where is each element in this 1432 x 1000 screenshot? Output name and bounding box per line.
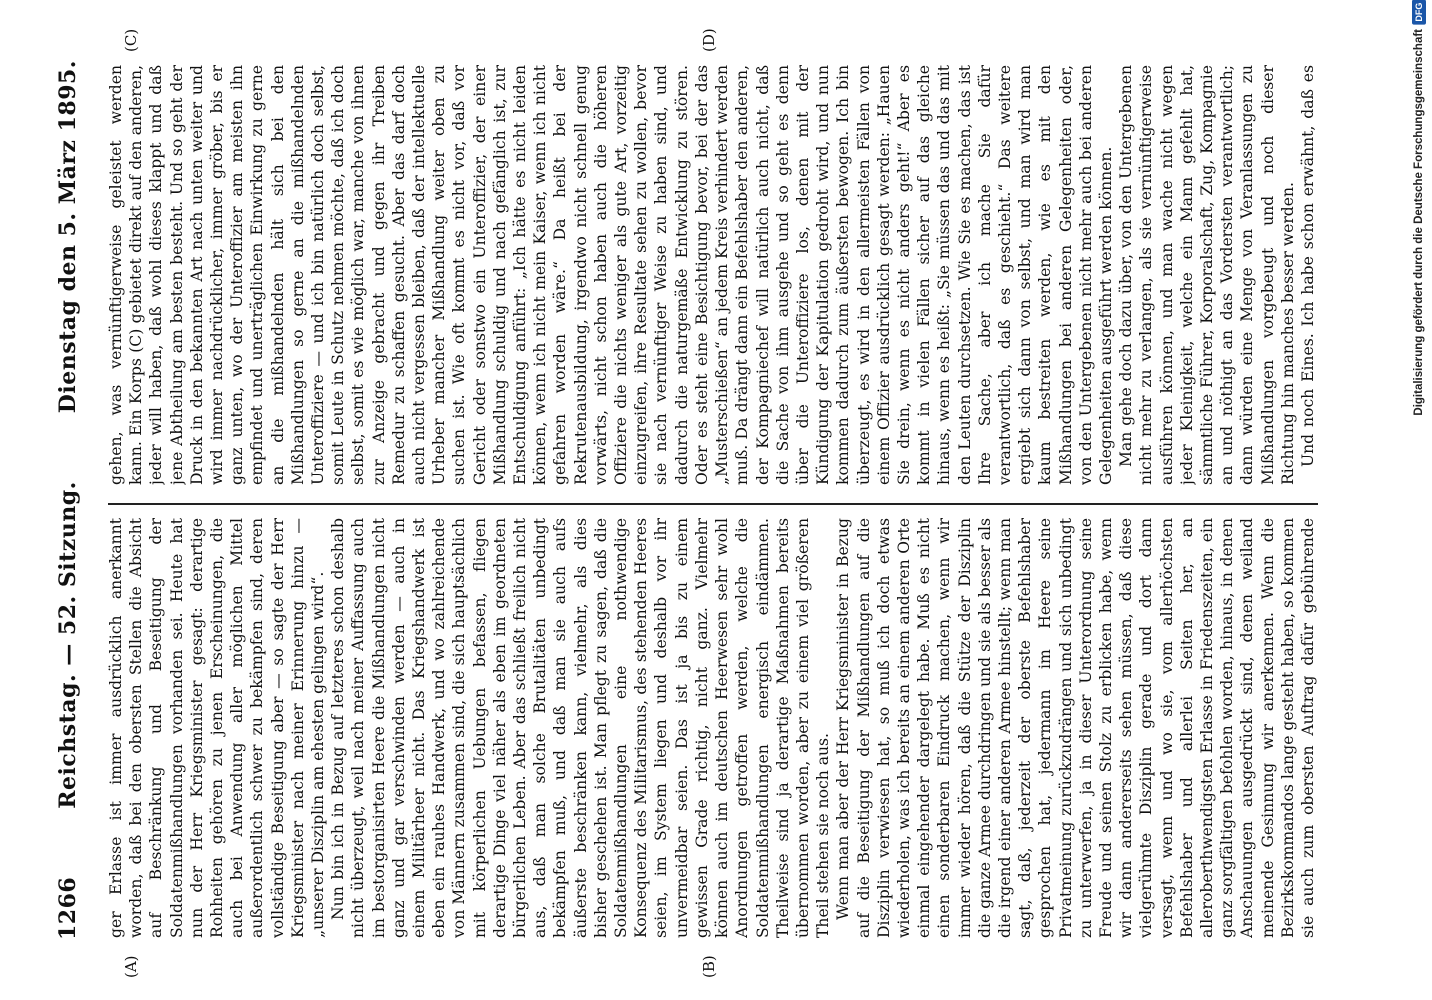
dfg-note-text: Digitalisierung gefördert durch die Deutsche Forschungsgemeinschaft — [1413, 29, 1425, 416]
paragraph: ger Erlasse ist immer ausdrücklich anerkannt worden, daß bei den obersten Stellen die Absicht auf Beschränkung und Beseitigung der Soldatenmißhandlungen vorhanden sei. Heute hat nun der Herr Kriegsminister gesagt: derartige Rohheiten gehören zu jenen Erscheinungen, die auch bei Anwendung aller möglichen Mittel außerordentlich schwer zu bekämpfen sind, deren vollständige Beseitigung aber — so sagte der Herr Kriegsminister nach meiner Erinnerung hinzu — „unserer Disziplin am ehesten gelingen wird“. — [107, 518, 328, 938]
paragraph: Nun bin ich in Bezug auf letzteres schon deshalb nicht überzeugt, weil nach meiner Auffassung auch im bestorganisirten Heere die Mißhandlungen nicht ganz und gar verschwinden werden — auch in einem Militärheer nicht. Das Kriegshandwerk ist eben ein rauhes Handwerk, und wo zahlreichende von Männern zusammen sind, die sich hauptsächlich mit körperlichen Uebungen befassen, fliegen derartige Dinge viel näher als eben im geordneten bürgerlichen Leben. Aber das schließt freilich nicht aus, daß man solche Brutalitäten unbedingt bekämpfen muß, und daß man sie auch aufs äußerste beschränken kann, vielmehr, als dies bisher geschehen ist. Man pflegt zu sagen, daß die Soldatenmißhandlungen eine nothwendige Konsequenz des Militarismus, des stehenden Heeres seien, im System liegen und deshalb vor ihr unvermeidbar seien. Das ist ja bis zu einem gewissen Grade richtig, nicht ganz. Vielmehr können auch im deutschen Heerwesen sehr wohl Anordnungen getroffen werden, welche die Soldatenmißhandlungen energisch eindämmen. Theilweise sind ja derartige Maßnahmen bereits übernommen worden, aber zu einem viel größeren Theil stehen sie noch aus. — [329, 518, 833, 938]
session-date: Dienstag den 5. März 1895. — [55, 60, 81, 414]
left-column — [106, 518, 1321, 938]
dfg-logo-icon: DFG — [1412, 0, 1426, 25]
paragraph: gehen, was vernünftigerweise geleistet werden kann. Ein Korps (C) gebietet direkt auf den anderen, jeder will haben, daß wohl dieses klappt und daß jene Abtheilung am besten besteht. Und so geht der Druck in den bekannten Art nach unten weiter und wird immer nachdrücklicher, immer gröber, bis er ganz unten, wo der Unteroffizier am meisten ihn empfindet und unerträglichen Einwirkung zu gerne an die mißhandelnden hält sich bei den Mißhandlungen so gerne an die mißhandelnden Unteroffiziere — und ich bin natürlich doch selbst, somit Leute in Schutz nehmen möchte, daß ich doch selbst, somit es wie möglich war, manche von ihnen zur Anzeige gebracht und gegen ihr Treiben Remedur zu schaffen gesucht. Aber das darf doch auch nicht vergessen bleiben, daß der intellektuelle Urheber mancher Mißhandlung weiter oben zu suchen ist. Wie oft kommt es nicht vor, daß vor Gericht oder sonstwo ein Unteroffizier, der einer Mißhandlung schuldig und nach gefänglich ist, zur Entschuldigung anführt: „Ich hätte es nicht leiden können, wenn ich nicht mein Kaiser, wenn ich nicht gefahren worden wäre.“ Da heißt bei der Rekrutenausbildung, irgendwo nicht schnell genug vorwärts, nicht schon haben auch die höheren Offiziere die nichts weniger als gute Art, vorzeitig einzugreifen, ihre Resultate sehen zu wollen, bevor sie nach vernünftiger Weise zu haben sind, und dadurch die naturgemäße Entwicklung zu stören. Oder es steht eine Besichtigung bevor, bei der das „Musterschießen“ an jedem Kreis verhindert werden muß. Da drängt dann ein Befehlshaber den anderen, der Kompagniechef will natürlich auch nicht, daß die Sache von ihm ausgehe und so geht es denn über die Unteroffiziere los, denen mit der Kündigung der Kapitulation gedroht wird, und nun kommen dadurch zum äußersten bewogen. Ich bin überzeugt, es wird in den allermeisten Fällen von einem Offizier ausdrücklich gesagt werden: „Hauen Sie drein, wenn es nicht anders geht!“ Aber es kommt in vielen Fällen sicher auf das gleiche hinaus, wenn es heißt: „Sie müssen das und das mit den Leuten durchsetzen. Wie Sie es machen, das ist Ihre Sache, aber ich mache Sie dafür verantwortlich, daß es geschieht.“ Das weitere ergiebt sich dann von selbst, und man wird man kaum bestreiten werden, wie es mit den Mißhandlungen bei anderen Gelegenheiten oder, von den Untergebenen nicht mehr auch bei anderen Gelegenheiten ausgeführt werden können. — [107, 65, 1115, 485]
paragraph: Und noch Eines. Ich habe schon erwähnt, daß es — [1298, 65, 1317, 467]
right-column — [106, 65, 1321, 485]
margin-mark-b: (B) — [700, 955, 718, 978]
margin-mark-d: (D) — [700, 28, 718, 52]
session-title: Reichstag. — 52. Sitzung. — [55, 481, 81, 809]
paragraph: Man gehe doch dazu über, von den Untergebenen nicht mehr zu verlangen, als sie vernünftigerweise ausführen können, und man wache nicht wegen jeder Kleinigkeit, welche ein Mann gefehlt hat, sämmtliche Führer, Korporalschaft, Zug, Kompagnie an und nöthigt an das Vordersten verantwortlich; dann würden eine Menge von Veranlassungen zu Mißhandlungen vorgebeugt und noch dieser Richtung hin manches besser werden. — [1117, 65, 1297, 485]
dfg-digitization-note — [1408, 0, 1430, 1000]
margin-mark-a: (A) — [122, 955, 140, 978]
running-head — [48, 60, 88, 940]
paragraph: Wenn man aber der Herr Kriegsminister in Bezug auf die Beseitigung der Mißhandlungen auf die Disziplin verwiesen hat, so muß ich doch etwas wiederholen, was ich bereits an einem anderen Orte einmal eingehender dargelegt habe. Muß es nicht einen sonderbaren Eindruck machen, wenn wir immer wieder hören, daß die Stütze der Disziplin die ganze Armee durchdringen und sie als besser als die irgend einer anderen Armee hinstellt; wenn man sagt, daß, jederzeit der oberste Befehlshaber gesprochen hat, jedermann im Heere seine Privatmeinung zurückzudrängen und sich unbedingt zu unterwerfen, ja in dieser Unterordnung seine Freude und seinen Stolz zu erblicken habe, wenn wir dann andererseits sehen müssen, daß diese vielgerühmte Disziplin gerade und dort dann versagt, wenn und wo sie, vom allerhöchsten Befehlshaber und allerlei Seiten her, an alleroberthwendigsten Erlasse in Friedenszeiten, ein ganz sorgfältigen befohlen worden, hinaus, in denen Anschauungen ausgedrückt sind, denen weiland meinende Gesinnung wir anerkennen. Wenn die Bezirkskommandos lange gesteht haben, so kommen sie auch zum obersten Auftrag dafür gebührende — [834, 518, 1317, 938]
margin-mark-c: (C) — [122, 28, 140, 52]
column-divider — [108, 503, 1318, 505]
page-number: 1266 — [55, 876, 81, 940]
